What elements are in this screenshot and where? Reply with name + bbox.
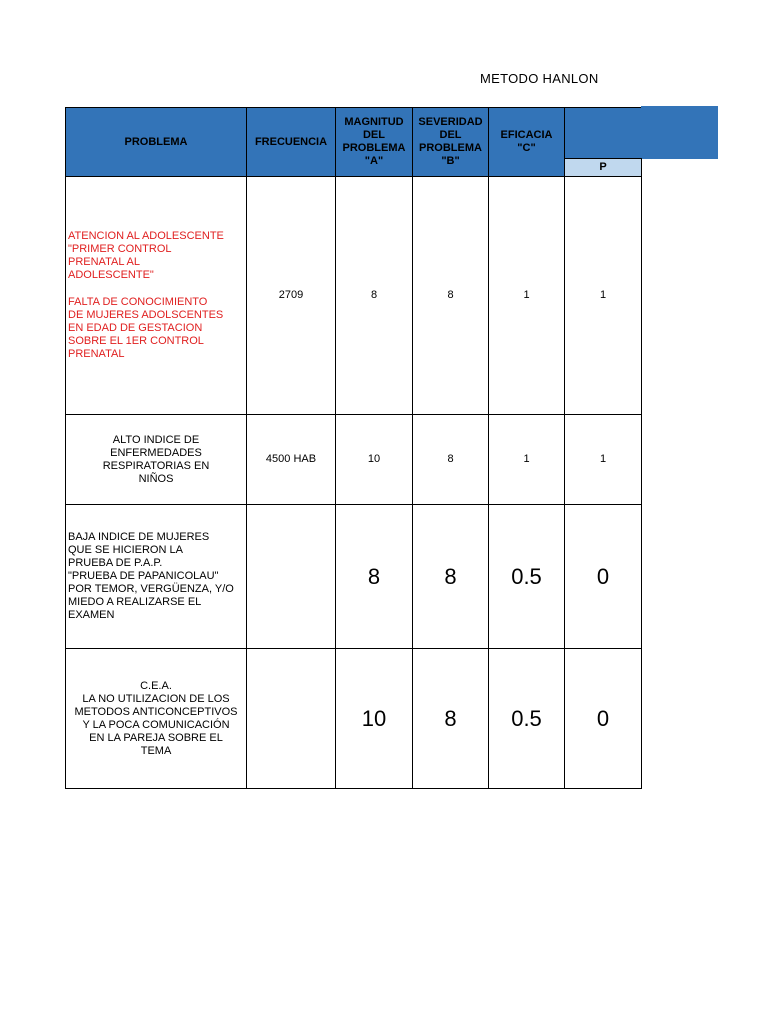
header-problema-label: PROBLEMA	[124, 135, 188, 148]
row-3-problema-text: BAJA INDICE DE MUJERES QUE SE HICIERON LA PRUEBA DE P.A.P. "PRUEBA DE PAPANICOLAU" POR TEMOR, VERGÜENZA, Y/O MIEDO A REALIZARSE EL EXAMEN	[68, 531, 234, 621]
row-3-severidad	[412, 504, 489, 649]
row-3-problema	[65, 504, 247, 649]
row-3-severidad-value: 8	[444, 564, 457, 589]
row-3-eficacia	[488, 504, 565, 649]
row-2-p-value: 1	[599, 453, 607, 465]
header-p-group	[564, 107, 642, 159]
row-3-eficacia-value: 0.5	[511, 564, 542, 589]
row-4-magnitud-value: 10	[361, 706, 387, 731]
row-2-eficacia-value: 1	[523, 453, 530, 465]
header-frecuencia-label: FRECUENCIA	[254, 135, 328, 148]
row-3-p	[564, 504, 642, 649]
header-extension	[641, 106, 718, 159]
row-4-severidad-value: 8	[444, 706, 457, 731]
row-1-severidad	[412, 176, 489, 415]
row-1-magnitud	[335, 176, 413, 415]
row-4-eficacia	[488, 648, 565, 789]
row-4-eficacia-value: 0.5	[511, 706, 542, 731]
row-3-magnitud	[335, 504, 413, 649]
header-frecuencia	[246, 107, 336, 177]
row-2-severidad	[412, 414, 489, 505]
row-1-problema-a: ATENCION AL ADOLESCENTE "PRIMER CONTROL PRENATAL AL ADOLESCENTE"	[68, 230, 224, 281]
row-4-frecuencia	[246, 648, 336, 789]
row-4-problema	[65, 648, 247, 789]
row-2-magnitud-value: 10	[367, 453, 381, 465]
header-magnitud-label: MAGNITUD DEL PROBLEMA "A"	[342, 116, 406, 167]
row-4-p	[564, 648, 642, 789]
row-1-problema	[65, 176, 247, 415]
row-1-frecuencia-value: 2709	[278, 289, 304, 301]
row-1-severidad-value: 8	[447, 289, 454, 301]
header-magnitud	[335, 107, 413, 177]
row-4-magnitud	[335, 648, 413, 789]
row-1-eficacia-value: 1	[523, 289, 530, 301]
row-2-frecuencia-value: 4500 HAB	[265, 453, 317, 465]
row-1-problema-b: FALTA DE CONOCIMIENTO DE MUJERES ADOLSCENTES EN EDAD DE GESTACION SOBRE EL 1ER CONTROL PRENATAL	[68, 296, 224, 360]
header-p	[564, 158, 642, 177]
page-title: METODO HANLON	[480, 71, 599, 86]
row-2-problema	[65, 414, 247, 505]
row-2-problema-text: ALTO INDICE DE ENFERMEDADES RESPIRATORIAS EN NIÑOS	[102, 433, 210, 485]
header-severidad	[412, 107, 489, 177]
row-4-severidad	[412, 648, 489, 789]
header-eficacia	[488, 107, 565, 177]
row-1-frecuencia	[246, 176, 336, 415]
row-1-eficacia	[488, 176, 565, 415]
row-4-problema-text: C.E.A. LA NO UTILIZACION DE LOS METODOS ANTICONCEPTIVOS Y LA POCA COMUNICACIÓN EN LA PAREJA SOBRE EL TEMA	[74, 679, 238, 757]
header-p-label: P	[599, 161, 607, 173]
row-2-eficacia	[488, 414, 565, 505]
row-4-p-value: 0	[596, 706, 610, 731]
row-3-magnitud-value: 8	[367, 564, 381, 589]
row-3-p-value: 0	[596, 564, 610, 589]
row-2-p	[564, 414, 642, 505]
header-problema	[65, 107, 247, 177]
row-1-magnitud-value: 8	[370, 289, 378, 301]
row-2-severidad-value: 8	[447, 453, 454, 465]
row-3-frecuencia	[246, 504, 336, 649]
row-1-p	[564, 176, 642, 415]
header-eficacia-label: EFICACIA "C"	[500, 129, 553, 154]
row-1-p-value: 1	[599, 289, 607, 301]
row-2-frecuencia	[246, 414, 336, 505]
row-2-magnitud	[335, 414, 413, 505]
header-severidad-label: SEVERIDAD DEL PROBLEMA "B"	[418, 116, 483, 167]
